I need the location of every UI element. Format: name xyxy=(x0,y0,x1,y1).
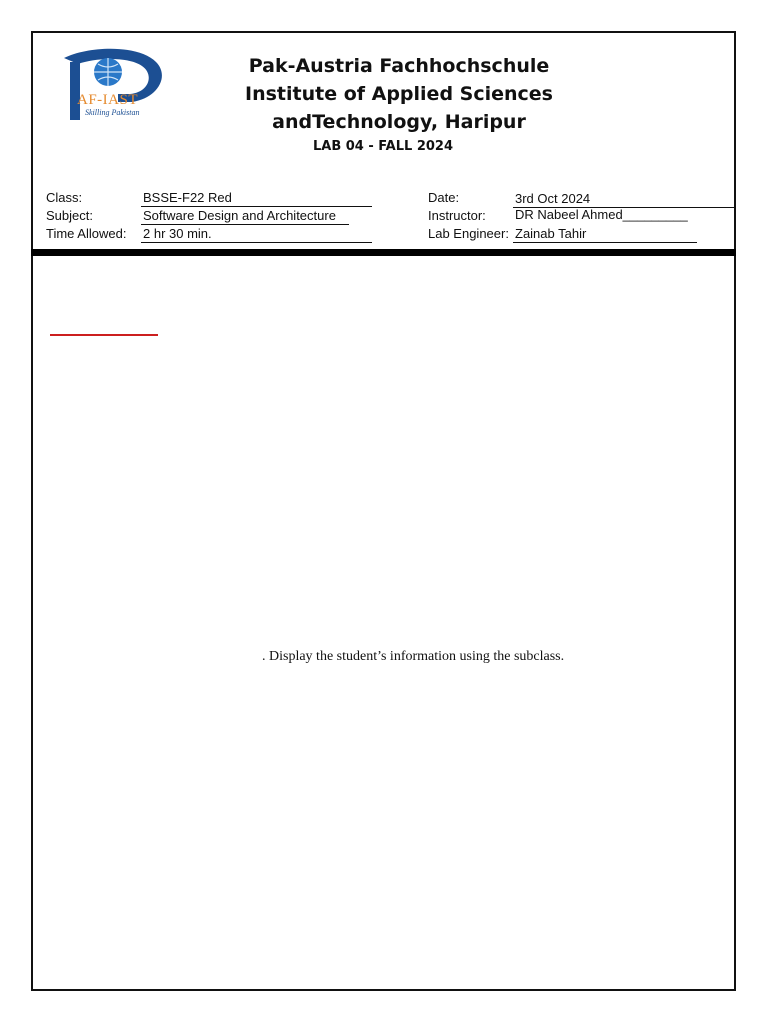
institution-title xyxy=(200,52,598,136)
class-value: BSSE-F22 Red xyxy=(141,190,372,207)
title-line-1: Pak-Austria Fachhochschule xyxy=(248,55,550,77)
time-allowed-value: 2 hr 30 min. xyxy=(141,226,372,243)
date-label: Date: xyxy=(428,190,460,205)
red-accent-rule xyxy=(50,334,158,336)
task-sentence: . Display the student’s information using the subclass. xyxy=(262,649,565,664)
title-line-3: andTechnology, Haripur xyxy=(272,111,526,133)
instructor-value: DR Nabeel Ahmed_________ xyxy=(515,207,688,222)
lab-engineer-value: Zainab Tahir xyxy=(513,226,697,243)
page-frame xyxy=(31,31,736,991)
subject-value: Software Design and Architecture xyxy=(141,208,349,225)
lab-title: LAB 04 - FALL 2024 xyxy=(312,139,454,154)
logo-tagline: Skilling Pakistan xyxy=(85,108,140,117)
header-divider xyxy=(31,249,736,256)
time-allowed-label: Time Allowed: xyxy=(46,226,127,241)
date-value: 3rd Oct 2024 xyxy=(513,191,736,208)
logo-text: AF-IAST xyxy=(77,92,139,108)
title-line-2: Institute of Applied Sciences xyxy=(245,83,553,105)
lab-engineer-label: Lab Engineer: xyxy=(428,226,509,241)
subject-label: Subject: xyxy=(46,208,93,223)
instructor-label: Instructor: xyxy=(428,208,486,223)
class-label: Class: xyxy=(46,190,83,205)
